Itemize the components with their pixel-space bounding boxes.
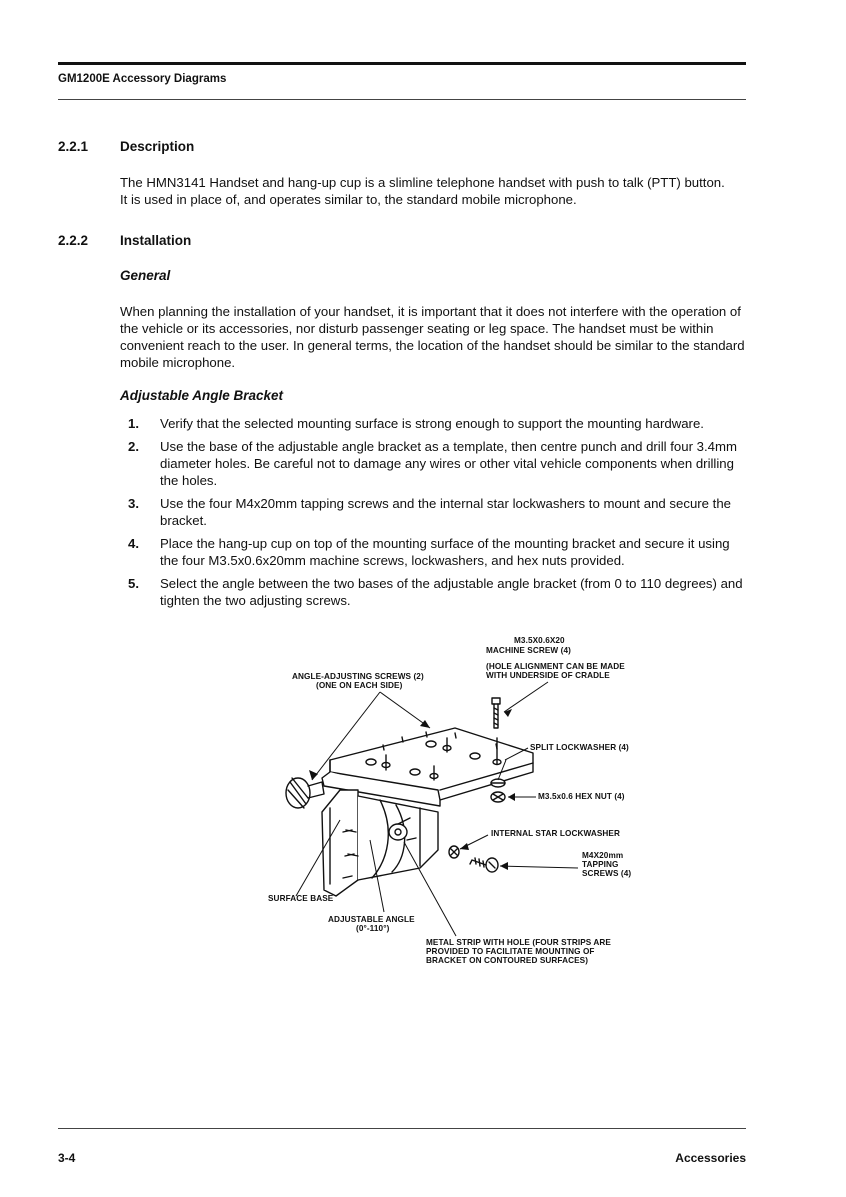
label-machine-screw: MACHINE SCREW (4) <box>486 646 571 655</box>
bracket-side-plate <box>322 790 358 896</box>
label-angle-screws-1: ANGLE-ADJUSTING SCREWS (2) <box>292 672 424 681</box>
section-number-installation: 2.2.2 <box>58 233 89 248</box>
header-title: GM1200E Accessory Diagrams <box>58 73 227 85</box>
label-angle-screws-2: (ONE ON EACH SIDE) <box>316 681 403 690</box>
page-number: 3-4 <box>58 1151 76 1165</box>
leader-machine-screw <box>504 682 548 712</box>
section-number-description: 2.2.1 <box>58 139 89 154</box>
label-tapping-1: M4X20mm <box>582 851 624 860</box>
step-item: 1. Verify that the selected mounting surface is strong enough to support the mounting hardware. <box>128 416 704 431</box>
label-hole-alignment-2: WITH UNDERSIDE OF CRADLE <box>486 671 610 680</box>
label-adjustable-angle-1: ADJUSTABLE ANGLE <box>328 915 415 924</box>
label-hole-alignment-1: (HOLE ALIGNMENT CAN BE MADE <box>486 662 625 671</box>
label-metal-strip-1: METAL STRIP WITH HOLE (FOUR STRIPS ARE <box>426 938 611 947</box>
step-item: 2. Use the base of the adjustable angle bracket as a template, then centre punch and drill four 3.4mm diameter holes. Be careful not to damage any wires or other vital vehicle components when drilling the holes. <box>128 439 737 488</box>
machine-screw-head <box>492 698 500 704</box>
label-tapping-3: SCREWS (4) <box>582 869 632 878</box>
label-surface-base: SURFACE BASE <box>268 894 334 903</box>
section-title-installation: Installation <box>120 233 192 248</box>
leader-tapping-screw <box>500 866 578 868</box>
label-metal-strip-2: PROVIDED TO FACILITATE MOUNTING OF <box>426 947 595 956</box>
label-adjustable-angle-2: (0°-110°) <box>356 924 390 933</box>
label-hex-nut: M3.5x0.6 HEX NUT (4) <box>538 792 625 801</box>
label-metal-strip-3: BRACKET ON CONTOURED SURFACES) <box>426 956 589 965</box>
step-item: 3. Use the four M4x20mm tapping screws and the internal star lockwashers to mount and secure the bracket. <box>128 496 732 528</box>
footer-section: Accessories <box>675 1151 746 1165</box>
section-title-description: Description <box>120 139 195 154</box>
label-tapping-2: TAPPING <box>582 860 619 869</box>
footer-divider <box>58 1128 746 1129</box>
bracket-heading: Adjustable Angle Bracket <box>120 388 284 403</box>
step-item: 5. Select the angle between the two bases of the adjustable angle bracket (from 0 to 110 degrees) and tighten the two adjusting screws. <box>128 576 743 608</box>
label-split-lockwasher: SPLIT LOCKWASHER (4) <box>530 743 629 752</box>
step-item: 4. Place the hang-up cup on top of the mounting surface of the mounting bracket and secure it using the four M3.5x0.6x20mm machine screws, lockwashers, and hex nuts provided. <box>128 536 730 568</box>
label-machine-screw-size: M3.5X0.6X20 <box>514 636 565 645</box>
label-star-lockwasher: INTERNAL STAR LOCKWASHER <box>491 829 621 838</box>
general-heading: General <box>120 268 171 283</box>
general-text: When planning the installation of your handset, it is important that it does not interfere with the operation of the vehicle or its accessories, nor disturb passenger seating or leg space. The handset must be within convenient reach to the user. In general terms, the location of the handset should be similar to the standard mobile microphone. <box>120 304 745 370</box>
description-text: The HMN3141 Handset and hang-up cup is a slimline telephone handset with push to talk (PTT) button. It is used in place of, and operates similar to, the standard mobile microphone. <box>120 175 725 207</box>
